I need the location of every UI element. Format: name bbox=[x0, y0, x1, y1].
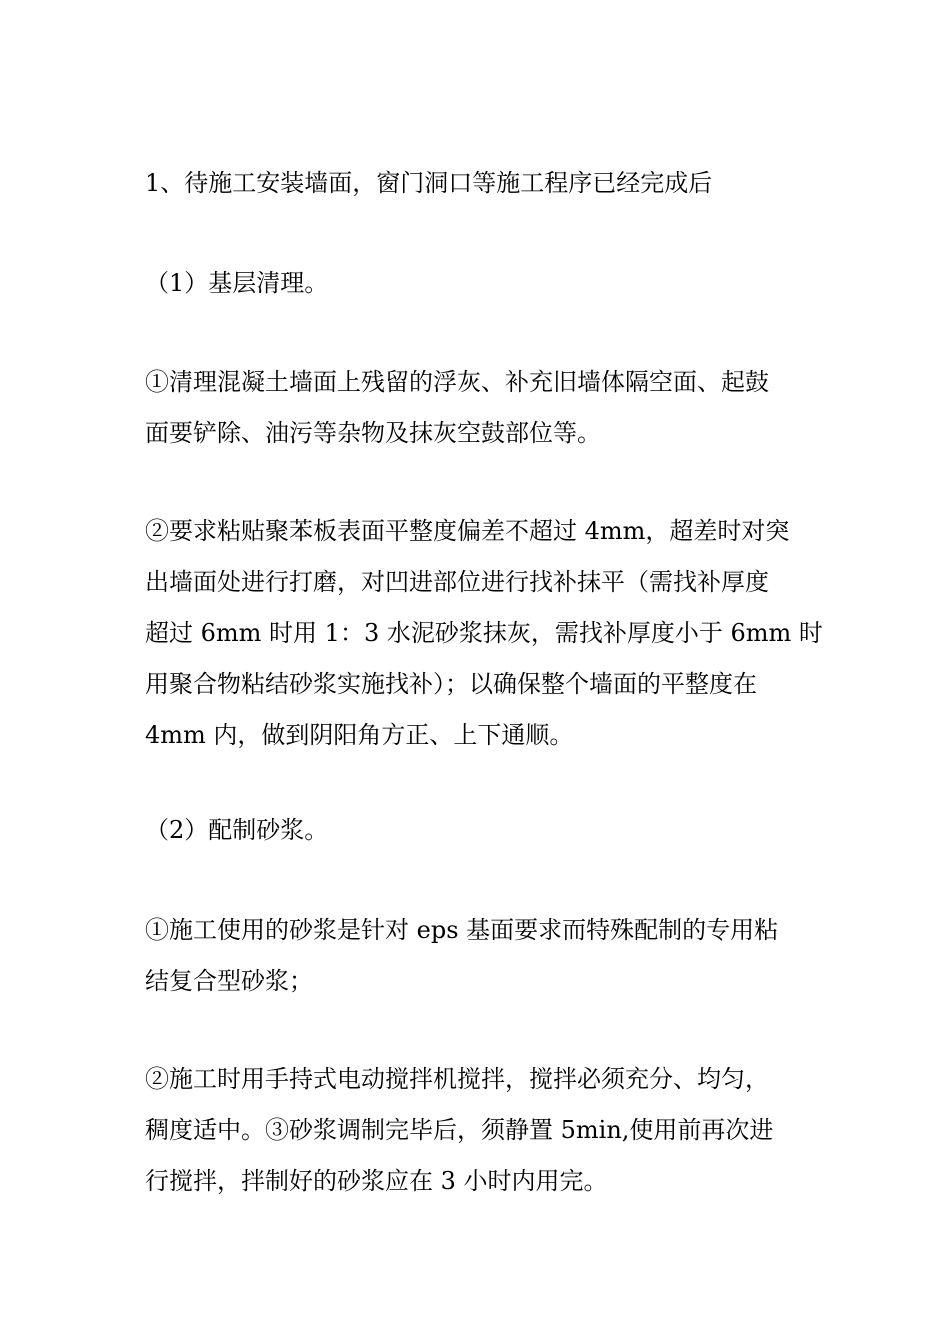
section-1-item-2 bbox=[145, 506, 823, 761]
paragraph-line: 用聚合物粘结砂浆实施找补）；以确保整个墙面的平整度在 bbox=[145, 670, 757, 698]
section-2-title bbox=[145, 805, 815, 856]
paragraph-line: 结复合型砂浆； bbox=[145, 967, 313, 995]
section-1-item-1 bbox=[145, 357, 815, 459]
paragraph-line: ①施工使用的砂浆是针对 eps 基面要求而特殊配制的专用粘 bbox=[145, 916, 779, 944]
section-2-title-text: （2）配制砂浆。 bbox=[145, 816, 329, 844]
paragraph-line: 稠度适中。③砂浆调制完毕后，须静置 5min,使用前再次进 bbox=[145, 1116, 774, 1144]
paragraph-line: ①清理混凝土墙面上残留的浮灰、补充旧墙体隔空面、起鼓 bbox=[145, 368, 769, 396]
paragraph-line: 面要铲除、油污等杂物及抹灰空鼓部位等。 bbox=[145, 419, 601, 447]
paragraph-line: 超过 6mm 时用 1：3 水泥砂浆抹灰，需找补厚度小于 6mm 时 bbox=[145, 619, 823, 647]
paragraph-line: ②施工时用手持式电动搅拌机搅拌，搅拌必须充分、均匀， bbox=[145, 1065, 769, 1093]
heading-1 bbox=[145, 158, 815, 209]
paragraph-line: 出墙面处进行打磨，对凹进部位进行找补抹平（需找补厚度 bbox=[145, 568, 769, 596]
paragraph-line: 4mm 内，做到阴阳角方正、上下通顺。 bbox=[145, 721, 574, 749]
heading-1-text: 1、待施工安装墙面，窗门洞口等施工程序已经完成后 bbox=[145, 169, 713, 197]
section-1-title-text: （1）基层清理。 bbox=[145, 269, 329, 297]
section-1-title bbox=[145, 258, 815, 309]
paragraph-line: ②要求粘贴聚苯板表面平整度偏差不超过 4mm，超差时对突 bbox=[145, 517, 790, 545]
section-2-item-2 bbox=[145, 1054, 815, 1207]
section-2-item-1 bbox=[145, 905, 815, 1007]
paragraph-line: 行搅拌，拌制好的砂浆应在 3 小时内用完。 bbox=[145, 1167, 608, 1195]
